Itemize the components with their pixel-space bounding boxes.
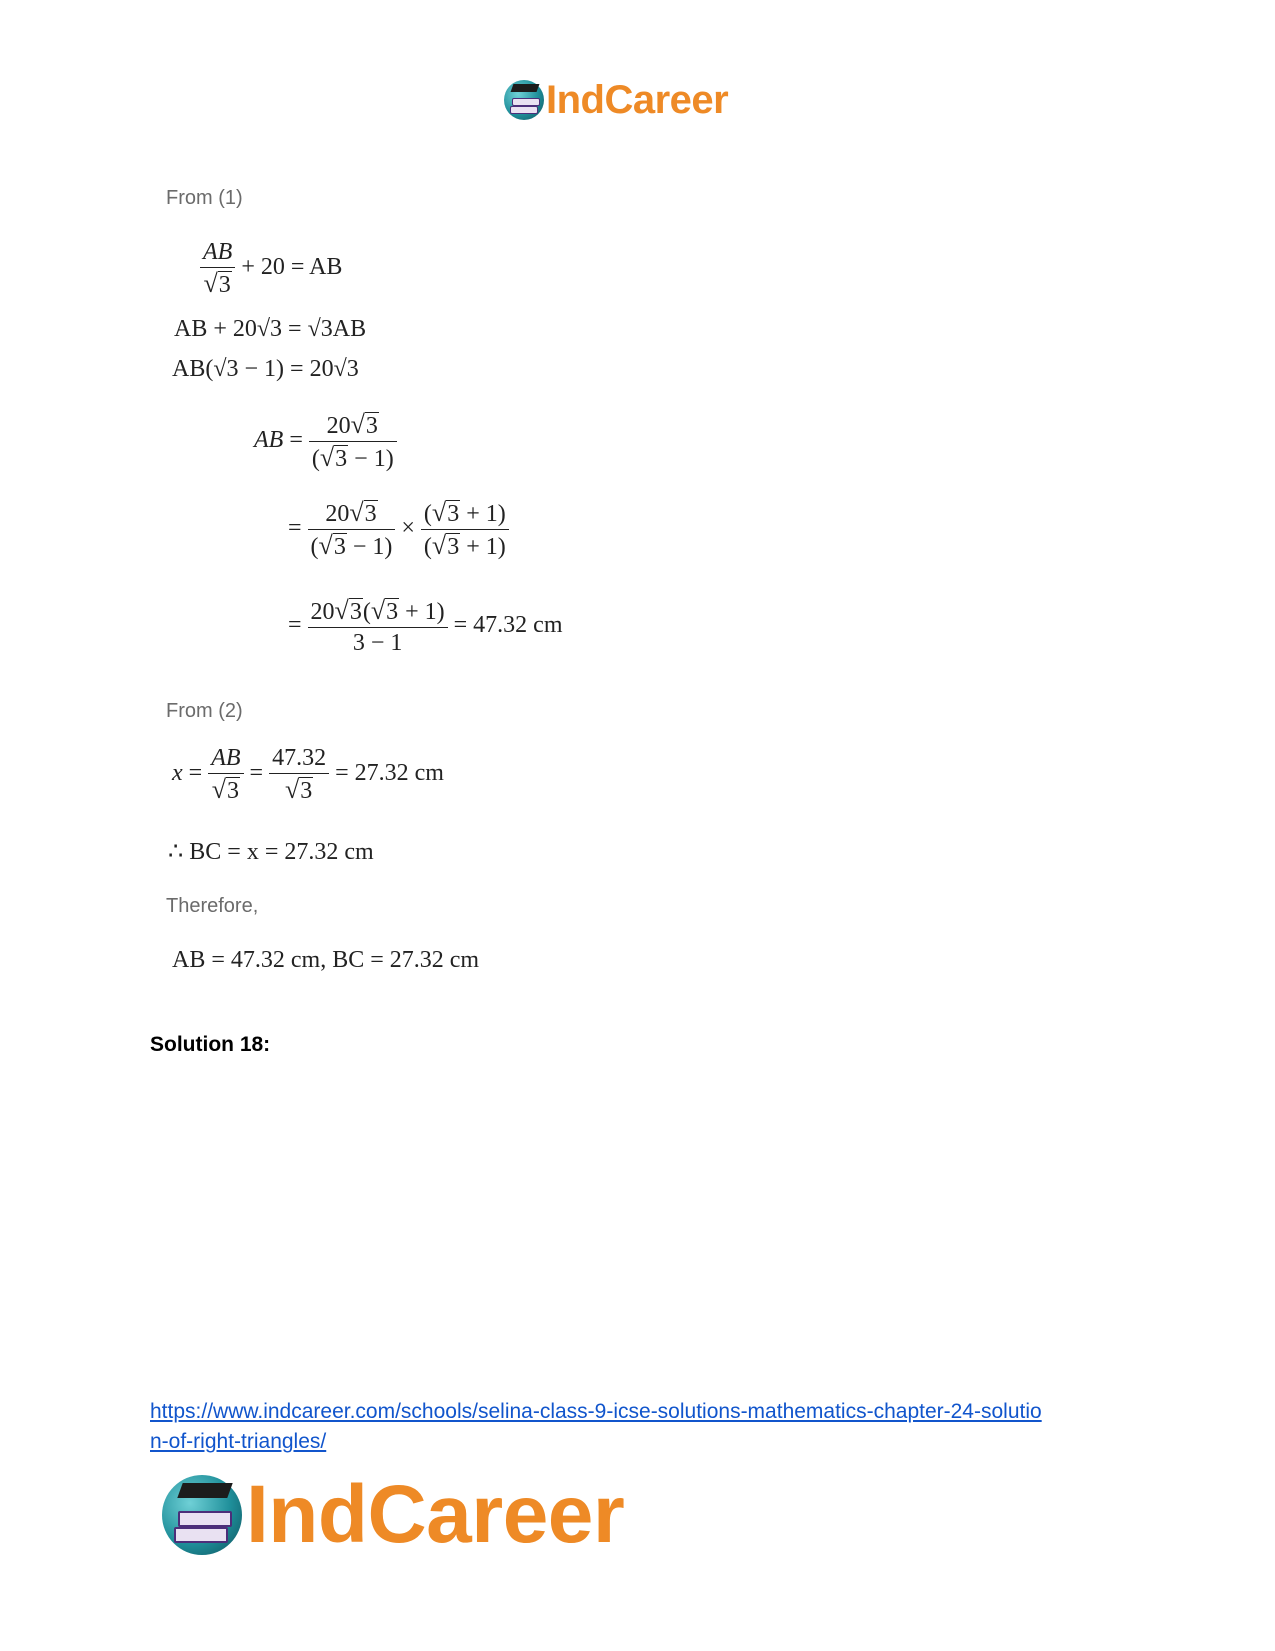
equation-1-rhs: + 20 = AB (241, 254, 343, 281)
source-link-line-1[interactable]: https://www.indcareer.com/schools/selina-class-9-icse-solutions-mathematics-chapter-24-solutio (150, 1400, 1042, 1423)
equation-5: = $\frac{20√3}{(√3 - 1)}$ × $\frac{(√3 + 1)}{(√3 + 1)}$ (288, 500, 509, 559)
equation-9: AB = 47.32 cm, BC = 27.32 cm (172, 947, 480, 973)
equation-7-result: = 27.32 cm (335, 760, 444, 787)
source-link-line-2[interactable]: n-of-right-triangles/ (150, 1430, 327, 1453)
globe-book-icon (504, 80, 544, 120)
step-label-therefore: Therefore, (166, 895, 259, 917)
equation-7: x = $\frac{AB}{√3}$ = $\frac{47.32}{√3}$ = 27.32 cm (172, 745, 444, 804)
equation-4: AB = $\frac{20√3}{(√3 - 1)}$ (254, 412, 397, 471)
equation-6: = $\frac{20√3(√3 + 1)}{3 - 1}$ = 47.32 cm (288, 596, 563, 656)
equation-2: AB + 20√3 = √3AB (174, 316, 367, 342)
step-label-from-1: From (1) (166, 187, 243, 209)
solution-heading: Solution 18: (150, 1033, 271, 1056)
globe-book-icon (162, 1475, 242, 1555)
logo-wordmark: IndCareer (546, 78, 729, 122)
equation-3: AB(√3 − 1) = 20√3 (172, 356, 359, 382)
step-label-from-2: From (2) (166, 700, 243, 722)
footer-logo (162, 1469, 625, 1560)
equation-6-result: = 47.32 cm (453, 612, 563, 639)
logo-wordmark: IndCareer (246, 1469, 625, 1560)
source-link[interactable] (150, 1397, 1140, 1457)
equation-8: ∴ BC = x = 27.32 cm (168, 839, 374, 865)
equation-1: $\frac{AB}{√3}$ + 20 = AB (200, 240, 342, 297)
header-logo (504, 80, 728, 120)
